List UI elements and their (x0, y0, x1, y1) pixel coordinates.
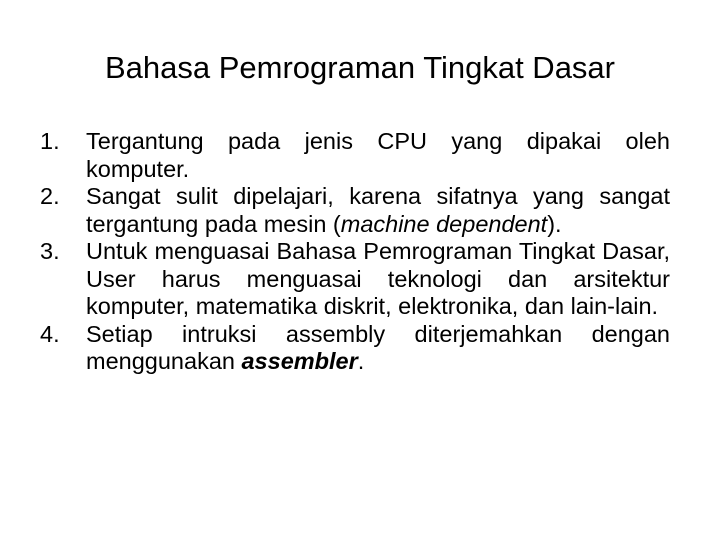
item-text: Tergantung pada jenis CPU yang dipakai oleh komputer. (86, 128, 670, 182)
item-text-after: ). (547, 210, 562, 237)
item-text: Untuk menguasai Bahasa Pemrograman Tingkat Dasar, User harus menguasai teknologi dan arsitektur komputer, matematika diskrit, elektronika, dan lain-lain. (86, 238, 670, 319)
item-text-bold-italic: assembler (241, 348, 358, 374)
list-item (40, 183, 670, 238)
list-item (40, 238, 670, 321)
list-number: 4. (40, 320, 60, 347)
item-text-after: . (357, 348, 365, 374)
list-number: 1. (40, 128, 60, 154)
list-number: 2. (40, 183, 60, 209)
list-text (86, 238, 670, 321)
slide-title: Bahasa Pemrograman Tingkat Dasar (104, 50, 616, 85)
list-text (86, 183, 670, 238)
list-item (40, 321, 670, 376)
list-text (86, 321, 670, 376)
item-text-before: Setiap intruksi assembly diterjemahkan dengan menggunakan (86, 320, 670, 374)
list-item (40, 128, 670, 183)
list-text (86, 128, 670, 183)
item-text-italic: machine dependent (340, 210, 548, 237)
item-text-before: Sangat sulit dipelajari, karena sifatnya yang sangat tergantung pada mesin ( (86, 183, 670, 237)
numbered-list (40, 128, 670, 376)
list-number: 3. (40, 238, 60, 264)
